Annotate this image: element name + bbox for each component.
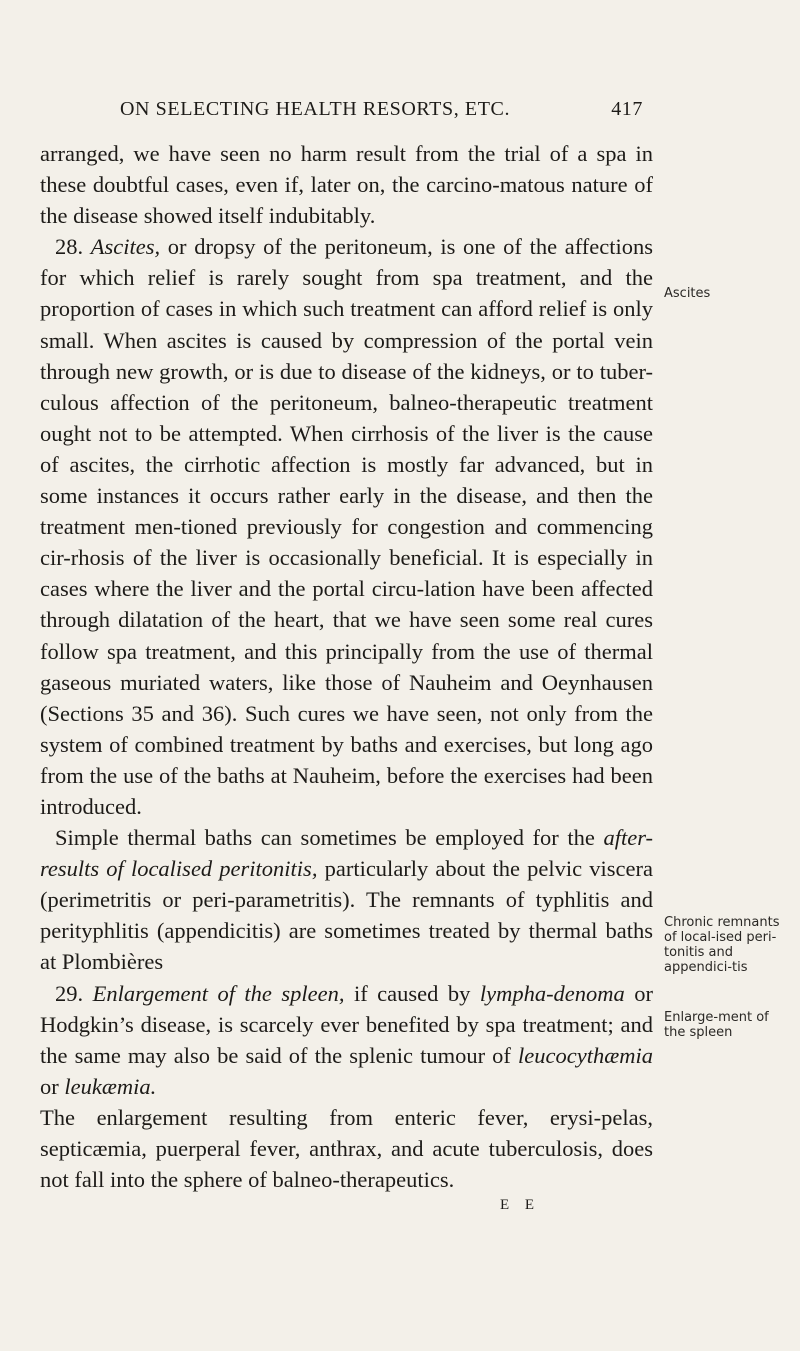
margin-note-spleen: Enlarge-ment of the spleen [664, 1010, 769, 1040]
italic-term: leukæmia. [64, 1073, 157, 1099]
section-term: Enlargement of the spleen, [92, 980, 345, 1006]
paragraph-ascites [40, 231, 653, 822]
paragraph-text: or [40, 1073, 59, 1099]
paragraph-spleen [40, 978, 653, 1102]
margin-note-peritonitis: Chronic remnants of local-ised peri-tonitis and appendici-tis [664, 915, 780, 975]
margin-note-ascites: Ascites [664, 286, 711, 301]
body-text [40, 138, 653, 1195]
paragraph-text: The enlargement resulting from enteric fever, erysi-pelas, septicæmia, puerperal fever, anthrax, and acute tuberculosis, does not fall into the sphere of balneo-therapeutics. [40, 1104, 653, 1193]
section-number: 29. [55, 980, 84, 1006]
paragraph-text: or Hodgkin’s disease, is scarcely ever benefited by spa treatment; and the same may also be said of the splenic tumour of [40, 980, 654, 1068]
paragraph-text: arranged, we have seen no harm result from the trial of a spa in these doubtful cases, even if, later on, the carcino-matous nature of the disease showed itself indubitably. [40, 141, 653, 229]
running-title: ON SELECTING HEALTH RESORTS, ETC. [120, 98, 511, 120]
paragraph-text: Simple thermal baths can sometimes be employed for the [55, 825, 595, 851]
signature-mark: E E [500, 1197, 541, 1213]
section-term: Ascites, [90, 234, 161, 260]
italic-term: lympha-denoma [479, 980, 625, 1006]
section-number: 28. [55, 234, 84, 260]
italic-term: leucocythæmia [518, 1042, 653, 1068]
italic-term: after-results of localised peritonitis, [40, 825, 653, 882]
paragraph-text: if caused by [353, 980, 471, 1006]
paragraph-continuation [40, 138, 653, 231]
page-number: 417 [611, 98, 643, 120]
paragraph-enteric [40, 1102, 653, 1195]
paragraph-text: particularly about the pelvic viscera (perimetritis or peri-parametritis). The remnants of typhlitis and perityphlitis (appendicitis) are sometimes treated by thermal baths at Plombières [40, 856, 653, 975]
paragraph-text: or dropsy of the peritoneum, is one of the affections for which relief is rarely sought from spa treatment, and the proportion of cases in which such treatment can afford relief is only small. When ascites is caused by compression of the portal vein through new growth, or is due to disease of the kidneys, or to tuber-culous affection of the peritoneum, balneo-therapeutic treatment ought not to be attempted. When cirrhosis of the liver is the cause of ascites, the cirrhotic affection is mostly far advanced, but in some instances it occurs rather early in the disease, and then the treatment men-tioned previously for congestion and commencing cir-rhosis of the liver is occasionally beneficial. It is especially in cases where the liver and the portal circu-lation have been affected through dilatation of the heart, that we have seen some real cures follow spa treatment, and this principally from the use of thermal gaseous muriated waters, like those of Nauheim and Oeynhausen (Sections 35 and 36). Such cures we have seen, not only from the system of combined treatment by baths and exercises, but long ago from the use of the baths at Nauheim, before the exercises had been introduced. [40, 234, 654, 819]
paragraph-peritonitis [40, 822, 653, 977]
